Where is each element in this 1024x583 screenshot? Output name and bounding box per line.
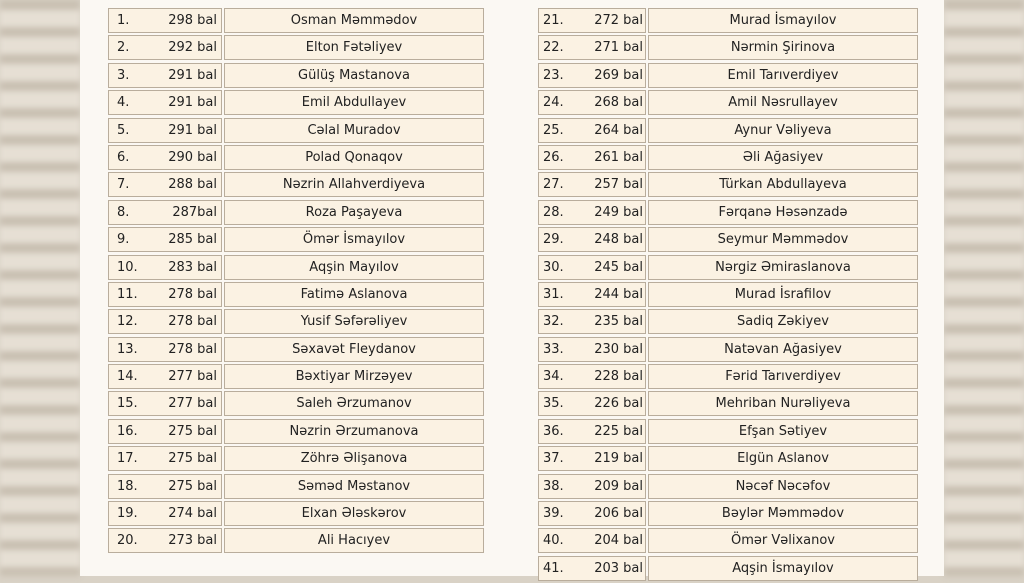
rank-score-cell — [538, 90, 646, 115]
rank-score-cell — [108, 255, 222, 280]
score-value: 269 bal — [594, 67, 643, 83]
table-row — [108, 309, 484, 336]
table-row — [538, 337, 918, 364]
table-row — [108, 118, 484, 145]
rank-score-cell — [538, 145, 646, 170]
table-row — [538, 309, 918, 336]
rank-score-cell — [538, 309, 646, 334]
rank-score-cell — [108, 391, 222, 416]
rank-score-cell — [108, 501, 222, 526]
table-row — [108, 391, 484, 418]
student-name: Səxavət Fleydanov — [224, 337, 484, 362]
table-row — [108, 282, 484, 309]
table-row — [538, 556, 918, 583]
student-name: Polad Qonaqov — [224, 145, 484, 170]
rank-number: 23. — [543, 67, 564, 83]
score-value: 277 bal — [168, 396, 217, 412]
table-row — [108, 528, 484, 555]
rank-number: 25. — [543, 122, 564, 138]
student-name: Səməd Məstanov — [224, 474, 484, 499]
rank-number: 16. — [117, 423, 138, 439]
rank-score-cell — [108, 145, 222, 170]
table-row — [538, 528, 918, 555]
student-name: Ali Hacıyev — [224, 528, 484, 553]
score-value: 275 bal — [168, 451, 217, 467]
score-value: 209 bal — [594, 478, 643, 494]
student-name: Bəylər Məmmədov — [648, 501, 918, 526]
table-row — [538, 391, 918, 418]
score-value: 244 bal — [594, 286, 643, 302]
table-row — [108, 255, 484, 282]
student-name: Nərmin Şirinova — [648, 35, 918, 60]
student-name: Bəxtiyar Mirzəyev — [224, 364, 484, 389]
table-row — [538, 145, 918, 172]
score-value: 225 bal — [594, 423, 643, 439]
score-value: 203 bal — [594, 560, 643, 576]
table-row — [108, 145, 484, 172]
rank-score-cell — [538, 227, 646, 252]
score-value: 291 bal — [168, 95, 217, 111]
rank-number: 35. — [543, 396, 564, 412]
rank-number: 30. — [543, 259, 564, 275]
student-name: Nəzrin Ərzumanova — [224, 419, 484, 444]
rank-score-cell — [538, 446, 646, 471]
table-row — [538, 227, 918, 254]
table-row — [108, 63, 484, 90]
rank-score-cell — [108, 446, 222, 471]
score-value: 278 bal — [168, 314, 217, 330]
rank-number: 22. — [543, 40, 564, 56]
student-name: Zöhrə Əlişanova — [224, 446, 484, 471]
table-row — [108, 35, 484, 62]
rank-score-cell — [108, 337, 222, 362]
student-name: Fərqanə Həsənzadə — [648, 200, 918, 225]
score-value: 226 bal — [594, 396, 643, 412]
score-value: 291 bal — [168, 122, 217, 138]
table-row — [108, 501, 484, 528]
score-value: 235 bal — [594, 314, 643, 330]
table-row — [538, 8, 918, 35]
student-name: Ömər İsmayılov — [224, 227, 484, 252]
table-row — [108, 364, 484, 391]
student-name: Nəzrin Allahverdiyeva — [224, 172, 484, 197]
rank-number: 1. — [117, 13, 130, 28]
rank-score-cell — [538, 63, 646, 88]
student-name: Emil Abdullayev — [224, 90, 484, 115]
rank-number: 19. — [117, 506, 138, 522]
score-value: 206 bal — [594, 506, 643, 522]
rank-score-cell — [538, 528, 646, 553]
rank-number: 15. — [117, 396, 138, 412]
student-name: Aqşin Mayılov — [224, 255, 484, 280]
rank-score-cell — [108, 8, 222, 33]
table-row — [538, 35, 918, 62]
rank-score-cell — [108, 63, 222, 88]
rank-score-cell — [108, 118, 222, 143]
score-value: 273 bal — [168, 533, 217, 549]
score-value: 248 bal — [594, 232, 643, 248]
table-row — [108, 227, 484, 254]
student-name: Emil Tarıverdiyev — [648, 63, 918, 88]
student-name: Nəcəf Nəcəfov — [648, 474, 918, 499]
rank-score-cell — [108, 35, 222, 60]
student-name: Efşan Sətiyev — [648, 419, 918, 444]
score-value: 249 bal — [594, 204, 643, 220]
rank-number: 5. — [117, 122, 130, 138]
score-value: 230 bal — [594, 341, 643, 357]
student-name: Roza Paşayeva — [224, 200, 484, 225]
table-row — [108, 337, 484, 364]
table-row — [538, 118, 918, 145]
rank-score-cell — [538, 172, 646, 197]
table-row — [538, 282, 918, 309]
table-row — [108, 8, 484, 35]
rank-score-cell — [108, 474, 222, 499]
results-column-right — [538, 8, 918, 583]
rank-number: 9. — [117, 232, 130, 248]
table-row — [538, 200, 918, 227]
rank-number: 36. — [543, 423, 564, 439]
score-value: 264 bal — [594, 122, 643, 138]
student-name: Murad İsrafilov — [648, 282, 918, 307]
table-row — [538, 446, 918, 473]
table-row — [108, 419, 484, 446]
rank-number: 31. — [543, 286, 564, 302]
rank-score-cell — [108, 282, 222, 307]
rank-score-cell — [538, 255, 646, 280]
table-row — [538, 90, 918, 117]
rank-number: 17. — [117, 451, 138, 467]
student-name: Elxan Ələskərov — [224, 501, 484, 526]
score-value: 272 bal — [594, 13, 643, 28]
rank-score-cell — [538, 501, 646, 526]
rank-number: 2. — [117, 40, 130, 56]
score-value: 274 bal — [168, 506, 217, 522]
rank-number: 40. — [543, 533, 564, 549]
rank-number: 3. — [117, 67, 130, 83]
rank-number: 20. — [117, 533, 138, 549]
score-value: 275 bal — [168, 478, 217, 494]
score-value: 287bal — [172, 204, 217, 220]
rank-score-cell — [108, 419, 222, 444]
score-value: 271 bal — [594, 40, 643, 56]
student-name: Ömər Vəlixanov — [648, 528, 918, 553]
rank-score-cell — [538, 337, 646, 362]
rank-number: 24. — [543, 95, 564, 111]
rank-number: 37. — [543, 451, 564, 467]
student-name: Gülüş Mastanova — [224, 63, 484, 88]
score-value: 278 bal — [168, 286, 217, 302]
rank-score-cell — [538, 282, 646, 307]
rank-score-cell — [538, 8, 646, 33]
rank-number: 21. — [543, 13, 564, 28]
score-value: 291 bal — [168, 67, 217, 83]
rank-number: 11. — [117, 286, 138, 302]
table-row — [538, 255, 918, 282]
rank-number: 14. — [117, 369, 138, 385]
table-row — [108, 172, 484, 199]
rank-number: 38. — [543, 478, 564, 494]
blurred-background-left — [0, 0, 80, 576]
rank-number: 13. — [117, 341, 138, 357]
student-name: Fərid Tarıverdiyev — [648, 364, 918, 389]
rank-number: 8. — [117, 204, 130, 220]
rank-score-cell — [108, 200, 222, 225]
score-value: 228 bal — [594, 369, 643, 385]
student-name: Cəlal Muradov — [224, 118, 484, 143]
rank-number: 7. — [117, 177, 130, 193]
rank-number: 18. — [117, 478, 138, 494]
student-name: Yusif Səfərəliyev — [224, 309, 484, 334]
table-row — [538, 364, 918, 391]
rank-number: 39. — [543, 506, 564, 522]
score-value: 290 bal — [168, 149, 217, 165]
table-row — [538, 419, 918, 446]
score-value: 261 bal — [594, 149, 643, 165]
score-value: 283 bal — [168, 259, 217, 275]
rank-number: 33. — [543, 341, 564, 357]
score-value: 257 bal — [594, 177, 643, 193]
score-value: 275 bal — [168, 423, 217, 439]
rank-score-cell — [108, 227, 222, 252]
rank-number: 4. — [117, 95, 130, 111]
results-column-left — [108, 8, 484, 556]
rank-score-cell — [538, 391, 646, 416]
table-row — [108, 200, 484, 227]
rank-score-cell — [538, 118, 646, 143]
rank-number: 34. — [543, 369, 564, 385]
score-value: 278 bal — [168, 341, 217, 357]
student-name: Seymur Məmmədov — [648, 227, 918, 252]
score-value: 298 bal — [168, 13, 217, 28]
student-name: Nərgiz Əmiraslanova — [648, 255, 918, 280]
student-name: Aqşin İsmayılov — [648, 556, 918, 581]
rank-number: 10. — [117, 259, 138, 275]
rank-score-cell — [538, 474, 646, 499]
rank-score-cell — [108, 309, 222, 334]
table-row — [538, 501, 918, 528]
student-name: Sadiq Zəkiyev — [648, 309, 918, 334]
rank-number: 28. — [543, 204, 564, 220]
rank-number: 26. — [543, 149, 564, 165]
student-name: Osman Məmmədov — [224, 8, 484, 33]
rank-number: 41. — [543, 560, 564, 576]
rank-number: 32. — [543, 314, 564, 330]
rank-number: 12. — [117, 314, 138, 330]
student-name: Natəvan Ağasiyev — [648, 337, 918, 362]
score-value: 285 bal — [168, 232, 217, 248]
student-name: Mehriban Nurəliyeva — [648, 391, 918, 416]
student-name: Elton Fətəliyev — [224, 35, 484, 60]
rank-score-cell — [108, 364, 222, 389]
table-row — [538, 172, 918, 199]
table-row — [538, 474, 918, 501]
score-value: 277 bal — [168, 369, 217, 385]
score-value: 292 bal — [168, 40, 217, 56]
blurred-background-right — [944, 0, 1024, 576]
student-name: Fatimə Aslanova — [224, 282, 484, 307]
student-name: Amil Nəsrullayev — [648, 90, 918, 115]
student-name: Murad İsmayılov — [648, 8, 918, 33]
rank-score-cell — [538, 35, 646, 60]
table-row — [108, 474, 484, 501]
student-name: Aynur Vəliyeva — [648, 118, 918, 143]
table-row — [538, 63, 918, 90]
rank-score-cell — [538, 419, 646, 444]
score-value: 219 bal — [594, 451, 643, 467]
student-name: Əli Ağasiyev — [648, 145, 918, 170]
table-row — [108, 90, 484, 117]
table-row — [108, 446, 484, 473]
rank-number: 27. — [543, 177, 564, 193]
rank-score-cell — [108, 172, 222, 197]
student-name: Türkan Abdullayeva — [648, 172, 918, 197]
student-name: Elgün Aslanov — [648, 446, 918, 471]
rank-score-cell — [538, 556, 646, 581]
score-value: 245 bal — [594, 259, 643, 275]
score-value: 204 bal — [594, 533, 643, 549]
score-value: 268 bal — [594, 95, 643, 111]
rank-score-cell — [538, 364, 646, 389]
rank-score-cell — [538, 200, 646, 225]
rank-score-cell — [108, 528, 222, 553]
rank-number: 29. — [543, 232, 564, 248]
rank-score-cell — [108, 90, 222, 115]
student-name: Saleh Ərzumanov — [224, 391, 484, 416]
rank-number: 6. — [117, 149, 130, 165]
score-value: 288 bal — [168, 177, 217, 193]
